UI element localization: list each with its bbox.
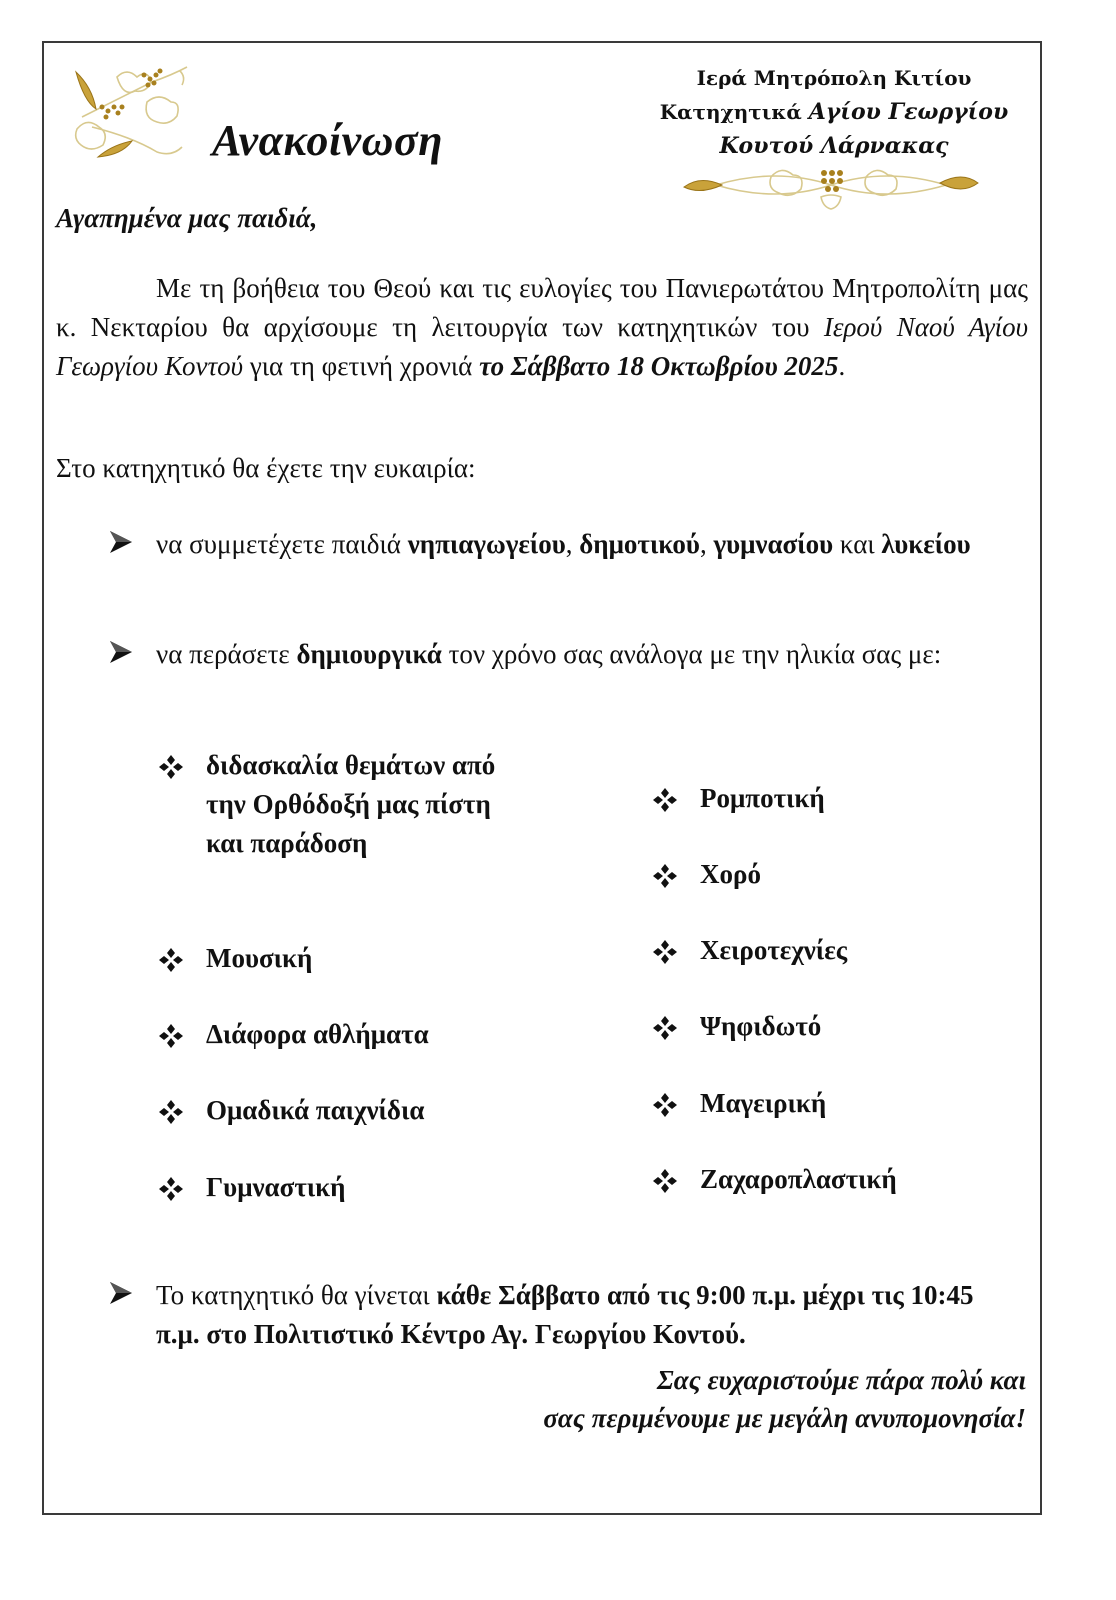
schedule-details: κάθε Σάββατο από τις 9:00 π.μ. μέχρι τις 10:45 π.μ. στο Πολιτιστικό Κέντρο Αγ. Γεωργίου Κοντού.	[156, 1280, 974, 1349]
announcement-frame	[42, 41, 1042, 1515]
activity-label: Ομαδικά παιχνίδια	[206, 1095, 425, 1125]
closing-line-1: Σας ευχαριστούμε πάρα πολύ και	[657, 1365, 1026, 1395]
activity-label: Γυμναστική	[206, 1172, 346, 1202]
intro-paragraph	[56, 269, 1028, 386]
level-lyceum: λυκείου	[881, 529, 971, 559]
separator: ,	[565, 529, 580, 559]
diamond-bullet-icon	[652, 1015, 678, 1041]
diamond-bullet-icon	[652, 863, 678, 889]
bullet-1-text: να συμμετέχετε παιδιά	[156, 529, 408, 559]
bullet-2-text-end: τον χρόνο σας ανάλογα με την ηλικία σας με:	[441, 639, 942, 669]
diamond-bullet-icon	[158, 754, 184, 780]
activity-label: Χειροτεχνίες	[700, 935, 848, 965]
level-primary: δημοτικού	[579, 529, 700, 559]
org-line-3: Κουτού Λάρνακας	[719, 133, 949, 159]
start-date: το Σάββατο 18 Οκτωβρίου 2025	[479, 351, 839, 381]
org-line-2-regular: Κατηχητικά	[659, 100, 809, 124]
arrow-bullet-icon	[108, 1280, 134, 1306]
bullet-schedule	[108, 1276, 988, 1354]
diamond-bullet-icon	[158, 1176, 184, 1202]
activity-label: Ρομποτική	[700, 783, 825, 813]
activity-label: Χορό	[700, 859, 761, 889]
activity-item	[652, 1160, 897, 1199]
activity-item	[158, 1015, 429, 1054]
diamond-bullet-icon	[652, 939, 678, 965]
conjunction: και	[833, 529, 882, 559]
org-line-1: Ιερά Μητρόπολη Κιτίου	[696, 66, 972, 90]
grapevine-divider-icon	[676, 157, 986, 215]
org-line-2	[634, 95, 1034, 129]
intro-text-1: Με τη βοήθεια του Θεού και τις ευλογίες του Πανιερωτάτου Μητροπολίτη μας κ. Νεκταρίου θα αρχίσουμε τη λειτουργία των κατηχητικών του	[56, 273, 1028, 342]
activity-label: Μουσική	[206, 943, 313, 973]
separator: ,	[699, 529, 714, 559]
activity-label: Διάφορα αθλήματα	[206, 1019, 429, 1049]
grapevine-ornament-icon	[62, 57, 197, 167]
activity-item	[652, 855, 761, 894]
org-line-2-italic: Αγίου Γεωργίου	[808, 99, 1009, 125]
greeting: Αγαπημένα μας παιδιά,	[56, 203, 318, 233]
intro-text-2: για τη φετινή χρονιά	[243, 351, 480, 381]
bullet-2-text: να περάσετε	[156, 639, 297, 669]
closing-line-2: σας περιμένουμε με μεγάλη ανυπομονησία!	[543, 1403, 1026, 1433]
diamond-bullet-icon	[652, 1168, 678, 1194]
activity-item	[652, 1084, 826, 1123]
level-kindergarten: νηπιαγωγείου	[407, 529, 566, 559]
activity-label: διδασκαλία θεμάτων από την Ορθόδοξή μας πίστη και παράδοση	[206, 750, 496, 858]
level-gymnasium: γυμνασίου	[713, 529, 834, 559]
bullet-creative-time	[108, 635, 1028, 674]
bullet-participation	[108, 525, 1028, 564]
arrow-bullet-icon	[108, 529, 134, 555]
activity-item	[158, 939, 312, 978]
activity-item	[158, 746, 518, 863]
intro-text-3: .	[838, 351, 846, 381]
diamond-bullet-icon	[158, 1023, 184, 1049]
announcement-title	[212, 115, 443, 166]
activity-item	[652, 931, 847, 970]
activity-label: Μαγειρική	[700, 1088, 827, 1118]
activity-item	[652, 779, 825, 818]
church-name: Ιερού Ναού Αγίου Γεωργίου Κοντού	[56, 312, 1028, 381]
activity-item	[158, 1091, 424, 1130]
diamond-bullet-icon	[652, 1092, 678, 1118]
diamond-bullet-icon	[158, 1099, 184, 1125]
opportunities-lead: Στο κατηχητικό θα έχετε την ευκαιρία:	[56, 453, 476, 483]
activity-item	[158, 1168, 345, 1207]
diamond-bullet-icon	[652, 787, 678, 813]
activity-item	[652, 1007, 821, 1046]
schedule-text: Το κατηχητικό θα γίνεται	[156, 1280, 437, 1310]
creative-word: δημιουργικά	[296, 639, 442, 669]
closing-message	[543, 1361, 1026, 1437]
activity-label: Ζαχαροπλαστική	[700, 1164, 897, 1194]
diamond-bullet-icon	[158, 947, 184, 973]
organization-header	[634, 61, 1034, 163]
arrow-bullet-icon	[108, 639, 134, 665]
title-text: Ανακοίνωση	[212, 116, 443, 165]
activity-label: Ψηφιδωτό	[700, 1011, 822, 1041]
